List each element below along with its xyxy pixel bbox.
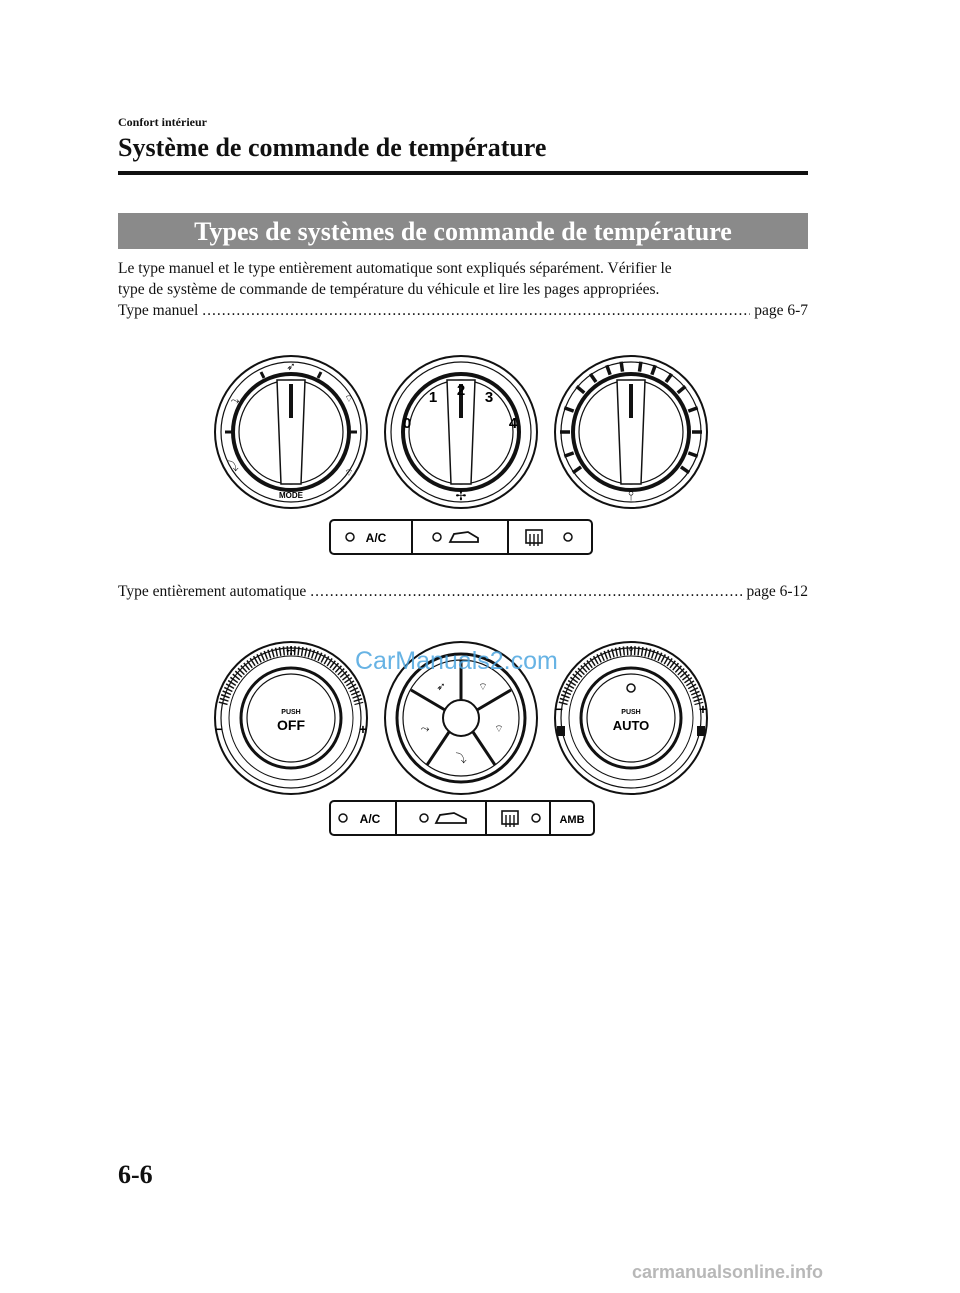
- vent-face-icon: ➶: [286, 360, 296, 373]
- fan-speed-4: 4: [508, 415, 518, 432]
- amb-label: AMB: [559, 814, 585, 826]
- fan-speed-2: 2: [456, 382, 466, 399]
- temperature-knob[interactable]: [555, 356, 707, 508]
- ac-indicator: [346, 533, 354, 541]
- temp-auto-knob[interactable]: [555, 642, 707, 794]
- minus-label: −: [554, 701, 564, 717]
- rear-defrost-indicator: [532, 814, 540, 822]
- mode-label: MODE: [279, 491, 303, 500]
- rear-defrost-indicator: [564, 533, 572, 541]
- vent-feet-icon: ⤵: [455, 752, 467, 765]
- manual-control-panel: [205, 340, 725, 560]
- fan-speed-3: 3: [484, 389, 494, 406]
- watermark-bottom[interactable]: carmanualsonline.info: [632, 1262, 824, 1282]
- toc-auto-page[interactable]: page 6-12: [746, 583, 808, 600]
- vent-bilevel-icon: ⤳: [230, 394, 240, 407]
- toc-leader: [202, 302, 750, 320]
- off-label: OFF: [277, 717, 305, 733]
- fan-speed-knob[interactable]: [385, 356, 537, 508]
- minus-label: −: [214, 721, 224, 737]
- section-banner: Types de systèmes de commande de température: [118, 213, 808, 249]
- auto-button-strip: [330, 801, 594, 835]
- ac-label: A/C: [359, 812, 381, 826]
- recirculation-indicator: [420, 814, 428, 822]
- defrost-icon: ⌔: [478, 682, 488, 693]
- intro-line-1: Le type manuel et le type entièrement automatique sont expliqués séparément. Vérifier le: [118, 260, 672, 277]
- vent-feet-icon: ⤵: [227, 460, 239, 473]
- intro-text: [118, 258, 810, 300]
- fan-icon: ✢: [285, 644, 297, 658]
- plus-label: +: [358, 721, 368, 737]
- defrost-icon: ⌔: [344, 394, 354, 405]
- mode-knob[interactable]: [215, 356, 367, 508]
- intro-line-2: type de système de commande de température du véhicule et lire les pages appropriées.: [118, 281, 660, 298]
- manual-button-strip: [330, 520, 592, 554]
- ac-label: A/C: [365, 531, 387, 545]
- plus-label: +: [698, 701, 708, 717]
- ac-indicator: [339, 814, 347, 822]
- amb-button[interactable]: [559, 814, 584, 826]
- fan-speed-0: 0: [402, 415, 412, 432]
- fan-speed-1: 1: [428, 389, 438, 406]
- push-label: PUSH: [621, 709, 641, 716]
- vent-face-icon: ➶: [436, 680, 446, 693]
- page-number: 6-6: [118, 1160, 153, 1189]
- toc-auto-label: Type entièrement automatique: [118, 583, 307, 600]
- toc-leader: [310, 583, 742, 601]
- toc-manual-label: Type manuel: [118, 302, 199, 319]
- auto-indicator: [627, 684, 635, 692]
- toc-auto[interactable]: [118, 583, 808, 601]
- vent-bilevel-icon: ⤳: [420, 722, 430, 735]
- toc-manual[interactable]: [118, 302, 808, 320]
- thermometer-icon: ⫯: [628, 489, 634, 504]
- thermometer-icon: ⫯: [628, 644, 634, 658]
- chapter-title: Système de commande de température: [118, 133, 547, 162]
- section-label: Confort intérieur: [118, 115, 207, 129]
- recirculation-indicator: [433, 533, 441, 541]
- fan-icon: ✢: [455, 489, 467, 504]
- push-label: PUSH: [281, 709, 301, 716]
- title-rule: [118, 171, 808, 175]
- defrost-icon: ⌔: [494, 724, 504, 735]
- toc-manual-page[interactable]: page 6-7: [754, 302, 808, 319]
- auto-label: AUTO: [612, 718, 650, 733]
- watermark-top: CarManuals2.com: [355, 647, 558, 675]
- fan-off-knob[interactable]: [215, 642, 367, 794]
- defrost-icon: ⌔: [344, 468, 354, 479]
